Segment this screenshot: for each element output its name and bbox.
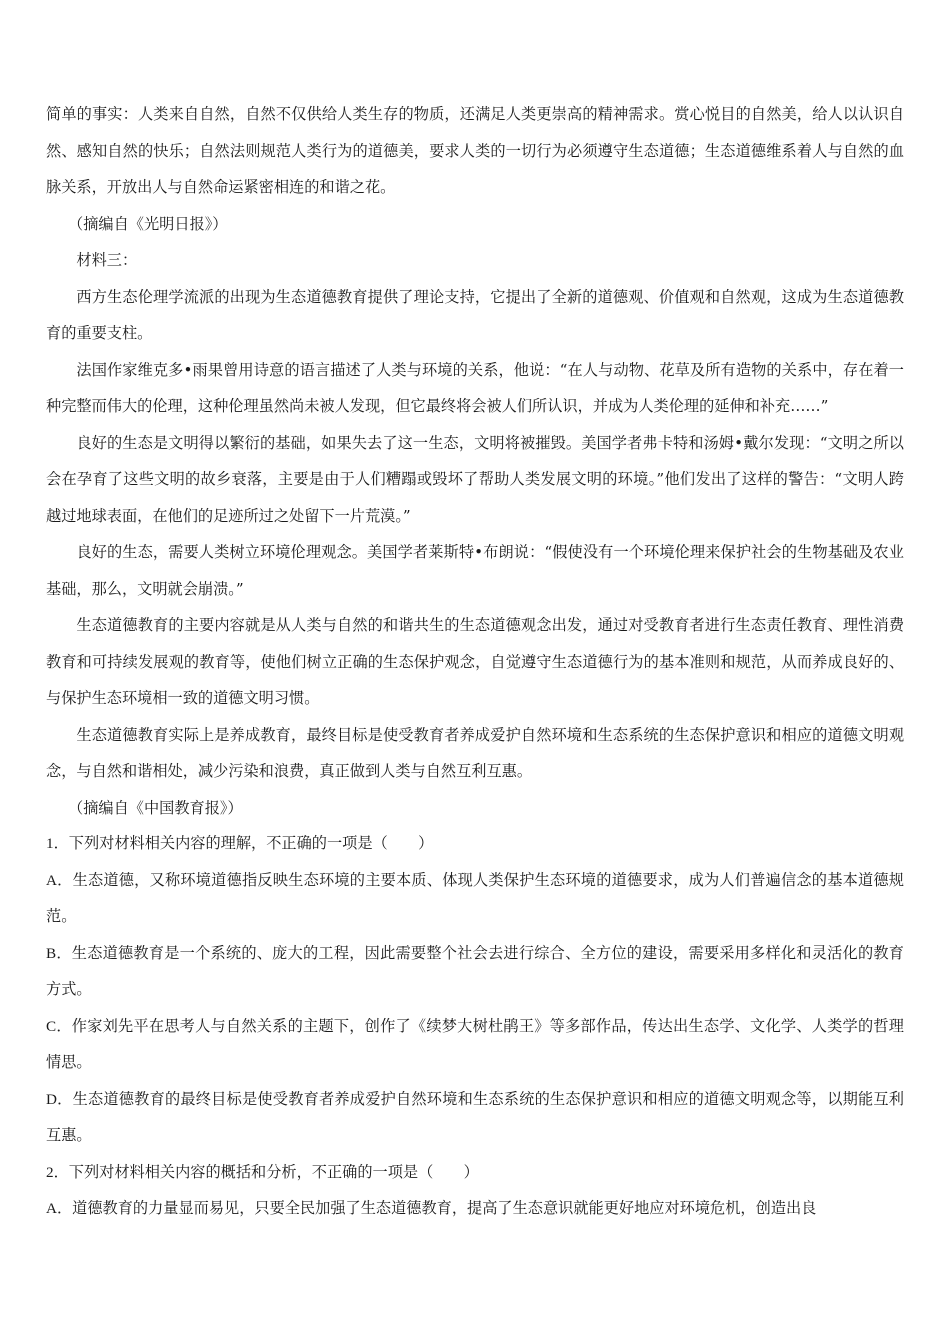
material-three-paragraph-5: 生态道德教育的主要内容就是从人类与自然的和谐共生的生态道德观念出发，通过对受教育者进行生态责任教育、理性消费教育和可持续发展观的教育等，使他们树立正确的生态保护观念，自觉遵守生态道德行为的基本准则和规范，从而养成良好的、与保护生态环境相一致的道德文明习惯。	[46, 616, 904, 707]
material-three-paragraph-6: 生态道德教育实际上是养成教育，最终目标是使受教育者养成爱护自然环境和生态系统的生态保护意识和相应的道德文明观念，与自然和谐相处，减少污染和浪费，真正做到人类与自然互利互惠。	[46, 725, 904, 780]
question-1-option-d: D．生态道德教育的最终目标是使受教育者养成爱护自然环境和生态系统的生态保护意识和相应的道德文明观念等，以期能互利互惠。	[46, 1090, 904, 1144]
question-1-option-a: A．生态道德，又称环境道德指反映生态环境的主要本质、体现人类保护生态环境的道德要求，成为人们普遍信念的基本道德规范。	[46, 871, 904, 925]
intro-paragraph-end: 简单的事实：人类来自自然，自然不仅供给人类生存的物质，还满足人类更崇高的精神需求。赏心悦目的自然美，给人以认识自然、感知自然的快乐；自然法则规范人类行为的道德美，要求人类的一切行为必须遵守生态道德；生态道德维系着人与自然的血脉关系，开放出人与自然命运紧密相连的和谐之花。	[46, 105, 904, 196]
material-three-heading: 材料三：	[76, 251, 138, 269]
source-citation-guangming: （摘编自《光明日报》）	[68, 214, 228, 233]
material-three-paragraph-1: 西方生态伦理学流派的出现为生态道德教育提供了理论支持，它提出了全新的道德观、价值观和自然观，这成为生态道德教育的重要支柱。	[46, 287, 904, 342]
material-three-paragraph-3: 良好的生态是文明得以繁衍的基础，如果失去了这一生态，文明将被摧毁。美国学者弗卡特和汤姆•戴尔发现：“文明之所以会在孕育了这些文明的故乡衰落，主要是由于人们糟蹋或毁坏了帮助人类发展文明的环境。”他们发出了这样的警告：“文明人跨越过地球表面，在他们的足迹所过之处留下一片荒漠。”	[46, 433, 904, 525]
material-three-paragraph-4: 良好的生态，需要人类树立环境伦理观念。美国学者莱斯特•布朗说：“假使没有一个环境伦理来保护社会的生物基础及农业基础，那么，文明就会崩溃。”	[46, 543, 904, 598]
source-citation-education: （摘编自《中国教育报》）	[68, 798, 243, 817]
material-three-paragraph-2: 法国作家维克多•雨果曾用诗意的语言描述了人类与环境的关系，他说：“在人与动物、花草及所有造物的关系中，存在着一种完整而伟大的伦理，这种伦理虽然尚未被人发现，但它最终将会被人们所认识，并成为人类伦理的延伸和补充……”	[46, 360, 904, 415]
question-1: 1．下列对材料相关内容的理解，不正确的一项是（ ）	[46, 835, 434, 852]
question-2-option-a: A．道德教育的力量显而易见，只要全民加强了生态道德教育，提高了生态意识就能更好地应对环境危机，创造出良	[46, 1200, 817, 1217]
question-2: 2．下列对材料相关内容的概括和分析，不正确的一项是（ ）	[46, 1163, 479, 1181]
question-1-option-b: B．生态道德教育是一个系统的、庞大的工程，因此需要整个社会去进行综合、全方位的建设，需要采用多样化和灵活化的教育方式。	[46, 944, 904, 998]
document-page	[46, 96, 904, 1228]
question-1-option-c: C．作家刘先平在思考人与自然关系的主题下，创作了《续梦大树杜鹃王》等多部作品，传达出生态学、文化学、人类学的哲理情思。	[46, 1017, 904, 1071]
